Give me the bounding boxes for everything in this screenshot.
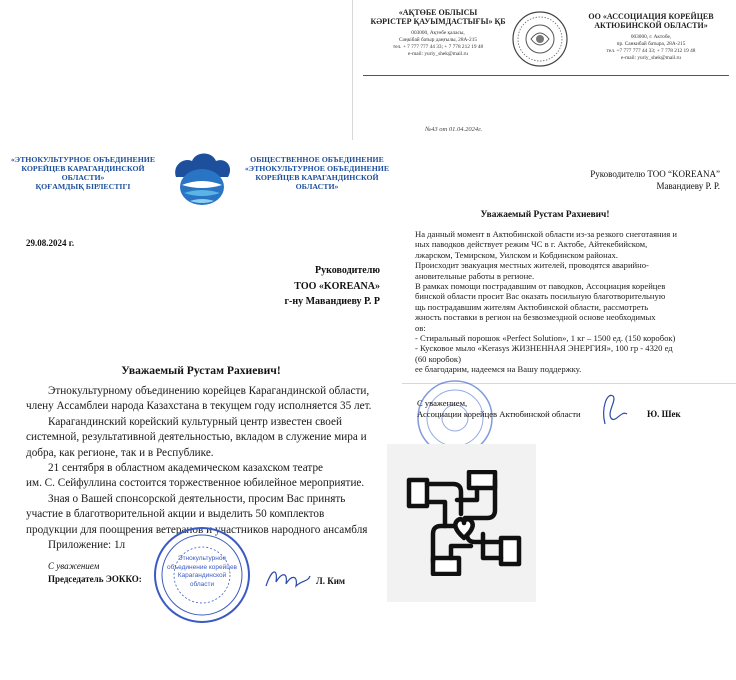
karaganda-addressee: Руководителю ТОО «KOREANA» г-ну Мавандиеву Р. Р [284,265,380,308]
aktobe-org-header-ru: ОО «АССОЦИАЦИЯ КОРЕЙЦЕВ АКТЮБИНСКОЙ ОБЛАСТИ» 003000, г. Актобе, пр. Санкибай батыра, 28А-215 тел. +7 777 777 44 33; + 7 778 212 19 48 e-mail: yuriy_shek@mail.ru [588,12,714,61]
aktobe-letter [352,0,736,419]
karaganda-org-header-kz: «ЭТНОКУЛЬТУРНОЕ ОБЪЕДИНЕНИЕ КОРЕЙЦЕВ КАРАГАНДИНСКОЙ ОБЛАСТИ» ҚОҒАМДЫҚ БІРЛЕСТІГІ [10,155,156,191]
aktobe-body: На данный момент в Актюбинской области из-за резкого снеготаяния и ных паводков действует режим ЧС в г. Актобе, Айтекебийском, лжарском, Темирском, Уилском и Кобдинском районах. Происходит эвакуация местных жителей, проводятся аварийно- ановительные работы в регионе. В рамках помощи пострадавшим от паводков, Ассоциация корейцев бинской области просит Вас оказать посильную благотворительную щь пострадавшим жителям Актюбинской области, рассмотреть жность поставки в регион на безвозмездной основе необходимых ов: - Стиральный порошок «Perfect Solution», 1 кг – 1500 ед. (150 коробок) - Кусковое мыло «Kerasys ЖИЗНЕННАЯ ЭНЕРГИЯ», 100 гр - 4320 ед (60 коробок) ее благодарим, надеемся на Вашу поддержку. [415,229,677,375]
karaganda-org-header-ru: ОБЩЕСТВЕННОЕ ОБЪЕДИНЕНИЕ «ЭТНОКУЛЬТУРНОЕ ОБЪЕДИНЕНИЕ КОРЕЙЦЕВ КАРАГАНДИНСКОЙ ОБЛАСТИ» [244,155,390,191]
karaganda-signer: Л. Ким [316,576,346,586]
karaganda-letter [0,140,402,680]
karaganda-signoff: С уважением Председатель ЭОККО: [48,561,142,584]
helping-hands-heart-icon [405,470,523,576]
karaganda-date: 29.08.2024 г. [26,238,75,248]
karaganda-salutation: Уважаемый Рустам Рахиевич! [121,364,281,377]
karaganda-stamp: Этнокультурное объединение корейцев Карагандинской области [152,525,252,625]
helping-hands-card [387,444,536,602]
aktobe-signature [593,388,633,428]
aktobe-signoff: С уважением, Ассоциации корейцев Актюбинской области [417,398,581,419]
karaganda-body: Этнокультурному объединению корейцев Карагандинской области, члену Ассамблеи народа Казахстана в текущем году исполняется 35 лет. Карагандинский корейский культурный центр известен своей системной, результативной деятельностью, вкладом в служение мира и добра, как регионе, так и в Республике. 21 сентября в областном академическом казахском театре им. С. Сейфуллина состоится торжественное юбилейное мероприятие. Зная о Вашей спонсорской деятельности, просим Вас принять участие в благотворительной акции и выделить 50 комплектов продукции для поощрения ветеранов и участников народного ансамбля Приложение: 1л [26,385,372,552]
cloud-logo-icon [168,147,236,211]
karaganda-signature [262,564,314,594]
aktobe-signer: Ю. Шек [647,409,681,419]
association-seal-icon [511,10,569,68]
letter-ref-number: №43 от 01.04.2024г. [425,126,483,133]
aktobe-org-header-kz: «АҚТӨБЕ ОБЛЫСЫ КӘРІСТЕР ҚАУЫМДАСТЫҒЫ» ҚБ 003000, Ақтөбе қаласы, Сәңкібай батыр даңғылы, 28А-215 тел. + 7 777 777 44 33; + 7 778 212 19 48 e-mail: yuriy_shek@mail.ru [370,8,506,57]
header-divider [363,75,729,76]
aktobe-addressee: Руководителю ТОО “KOREANA” Мавандиеву Р. Р. [590,169,720,191]
aktobe-salutation: Уважаемый Рустам Рахиевич! [480,210,610,220]
